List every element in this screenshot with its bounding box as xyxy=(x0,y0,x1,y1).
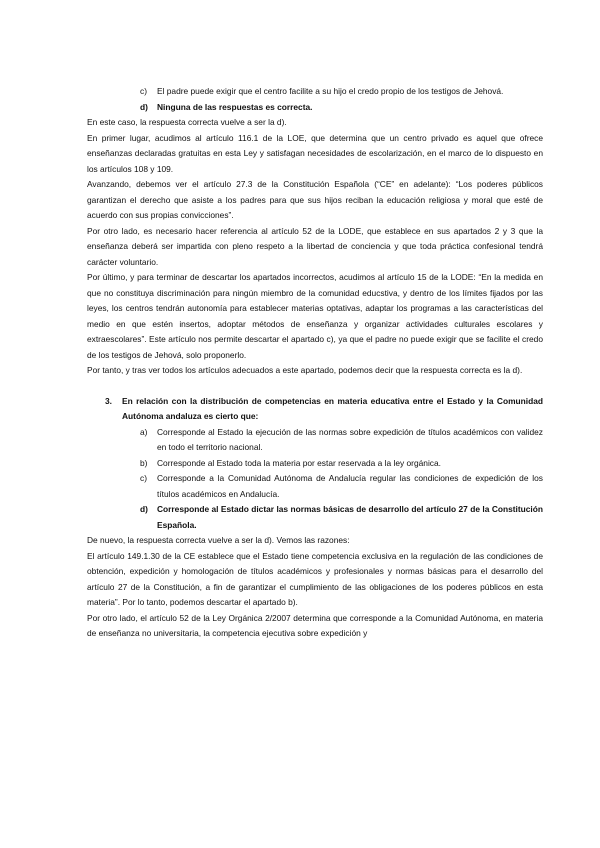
document-page xyxy=(87,84,543,642)
option-label: c) xyxy=(140,473,147,483)
paragraph: En primer lugar, acudimos al artículo 116.1 de la LOE, que determina que un centro privado es aquel que ofrece enseñanzas declaradas gratuitas en esta Ley y satisfagan necesidades de escolarización, en el marco de lo dispuesto en los artículos 108 y 109. xyxy=(87,132,543,174)
answer-option-c xyxy=(140,84,543,100)
answer-option-a xyxy=(140,425,543,456)
paragraph: En este caso, la respuesta correcta vuelve a ser la d). xyxy=(87,117,287,127)
option-label: d) xyxy=(140,101,148,112)
answer-option-c xyxy=(140,471,543,502)
option-text: Corresponde al Estado la ejecución de las normas sobre expedición de títulos académicos con validez en todo el territorio nacional. xyxy=(157,426,543,452)
option-text: Corresponde al Estado toda la materia por estar reservada a la ley orgánica. xyxy=(157,457,441,468)
paragraph: El artículo 149.1.30 de la CE establece que el Estado tiene competencia exclusiva en la regulación de las condiciones de obtención, expedición y homologación de títulos académicos y profesionales y normas básicas para el desarrollo del artículo 27 de la Constitución, a fin de garantizar el cumplimiento de las obligaciones de los poderes públicos en esta materia”. Por lo tanto, podemos descartar el apartado b). xyxy=(87,550,543,607)
question-number: 3. xyxy=(105,395,112,406)
option-text: Corresponde a la Comunidad Autónoma de Andalucía regular las condiciones de expedición de los títulos académicos en Andalucía. xyxy=(157,473,543,499)
option-label: a) xyxy=(140,426,148,437)
option-label: c) xyxy=(140,86,147,96)
paragraph: De nuevo, la respuesta correcta vuelve a ser la d). Vemos las razones: xyxy=(87,535,350,545)
option-text: El padre puede exigir que el centro facilite a su hijo el credo propio de los testigos de Jehová. xyxy=(157,86,504,96)
answer-option-d xyxy=(140,100,543,116)
question-text: En relación con la distribución de competencias en materia educativa entre el Estado y la Comunidad Autónoma andaluza es cierto que: xyxy=(122,395,543,421)
option-text: Corresponde al Estado dictar las normas básicas de desarrollo del artículo 27 de la Constitución Española. xyxy=(157,504,543,530)
option-text: Ninguna de las respuestas es correcta. xyxy=(157,101,313,112)
paragraph: Por otro lado, el artículo 52 de la Ley Orgánica 2/2007 determina que corresponde a la Comunidad Autónoma, en materia de enseñanza no universitaria, la competencia ejecutiva sobre expedición y xyxy=(87,612,543,638)
paragraph: Por tanto, y tras ver todos los artículos adecuados a este apartado, podemos decir que la respuesta correcta es la d). xyxy=(87,365,523,375)
paragraph: Por otro lado, es necesario hacer referencia al artículo 52 de la LODE, que establece en sus apartados 2 y 3 que la enseñanza deberá ser impartida con pleno respeto a la libertad de conciencia y que toda práctica confesional tendrá carácter voluntario. xyxy=(87,225,543,267)
answer-option-b xyxy=(140,456,543,472)
paragraph: Avanzando, debemos ver el artículo 27.3 de la Constitución Española (“CE” en adelante): “Los poderes públicos garantizan el derecho que asiste a los padres para que sus hijos reciban la educación religiosa y moral que esté de acuerdo con sus propias convicciones”. xyxy=(87,179,543,220)
answer-option-d xyxy=(140,502,543,533)
paragraph: Por último, y para terminar de descartar los apartados incorrectos, acudimos al artículo 15 de la LODE: “En la medida en que no constituya discriminación para ningún miembro de la comunidad educstiva, y dentro de los límites fijados por las leyes, los centros tendrán autonomía para establecer materias optativas, adaptar los programas a las características del medio en que estén insertos, adoptar métodos de enseñanza y organizar actividades culturales escolares y extraescolares”. Este artículo nos permite descartar el apartado c), ya que el padre no puede exigir que se facilite el credo de los testigos de Jehová, solo proponerlo. xyxy=(87,272,543,360)
option-label: d) xyxy=(140,504,148,514)
option-label: b) xyxy=(140,457,148,468)
question-heading xyxy=(105,394,543,425)
